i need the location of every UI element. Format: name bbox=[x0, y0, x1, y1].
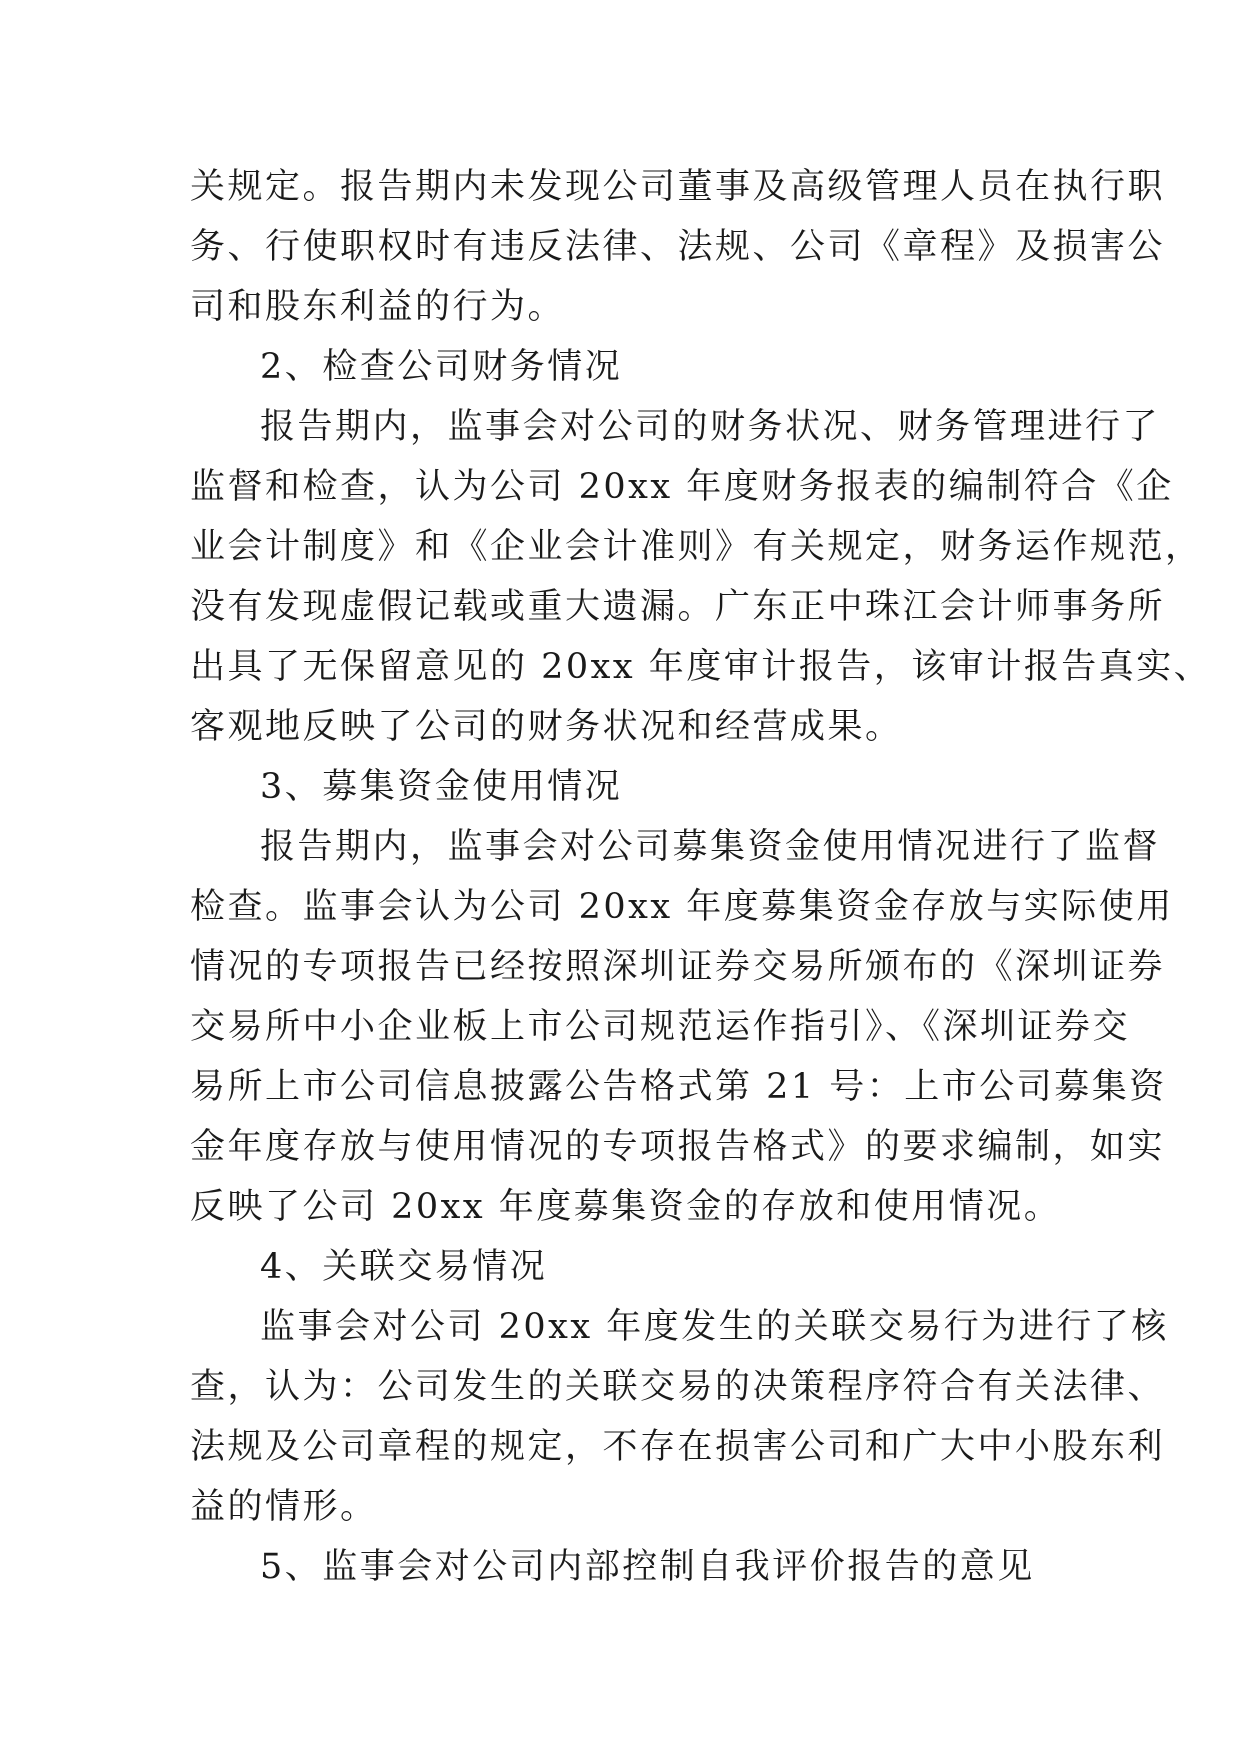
text-line: 情况的专项报告已经按照深圳证券交易所颁布的《深圳证券 bbox=[190, 947, 1166, 987]
section-heading-3: 3、募集资金使用情况 bbox=[260, 767, 623, 807]
text-line: 益的情形。 bbox=[190, 1487, 378, 1527]
text-line: 司和股东利益的行为。 bbox=[190, 287, 566, 327]
text-line: 监事会对公司 20xx 年度发生的关联交易行为进行了核 bbox=[260, 1307, 1169, 1347]
text-line: 反映了公司 20xx 年度募集资金的存放和使用情况。 bbox=[190, 1187, 1062, 1227]
text-line: 业会计制度》和《企业会计准则》有关规定，财务运作规范， bbox=[190, 527, 1203, 567]
text-line: 出具了无保留意见的 20xx 年度审计报告，该审计报告真实、 bbox=[190, 647, 1212, 687]
text-line: 监督和检查，认为公司 20xx 年度财务报表的编制符合《企 bbox=[190, 467, 1174, 507]
text-line: 务、行使职权时有违反法律、法规、公司《章程》及损害公 bbox=[190, 227, 1166, 267]
text-line: 没有发现虚假记载或重大遗漏。广东正中珠江会计师事务所 bbox=[190, 587, 1166, 627]
text-line: 关规定。报告期内未发现公司董事及高级管理人员在执行职 bbox=[190, 167, 1166, 207]
section-heading-2: 2、检查公司财务情况 bbox=[260, 347, 623, 387]
section-heading-4: 4、关联交易情况 bbox=[260, 1247, 548, 1287]
text-line: 报告期内，监事会对公司募集资金使用情况进行了监督 bbox=[260, 827, 1161, 867]
text-line: 法规及公司章程的规定，不存在损害公司和广大中小股东利 bbox=[190, 1427, 1166, 1467]
document-body bbox=[190, 162, 1212, 1602]
text-line: 报告期内，监事会对公司的财务状况、财务管理进行了 bbox=[260, 407, 1161, 447]
text-line: 金年度存放与使用情况的专项报告格式》的要求编制，如实 bbox=[190, 1127, 1166, 1167]
text-line: 易所上市公司信息披露公告格式第 21 号：上市公司募集资 bbox=[190, 1067, 1167, 1107]
text-line: 检查。监事会认为公司 20xx 年度募集资金存放与实际使用 bbox=[190, 887, 1174, 927]
section-heading-5: 5、监事会对公司内部控制自我评价报告的意见 bbox=[260, 1547, 1035, 1587]
text-line: 交易所中小企业板上市公司规范运作指引》、《深圳证券交 bbox=[190, 1007, 1131, 1047]
text-line: 查，认为：公司发生的关联交易的决策程序符合有关法律、 bbox=[190, 1367, 1166, 1407]
text-line: 客观地反映了公司的财务状况和经营成果。 bbox=[190, 707, 903, 747]
